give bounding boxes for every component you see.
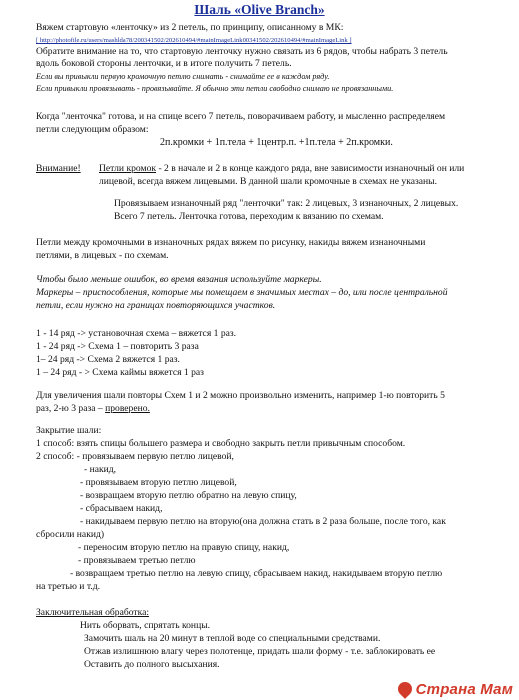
increase-line-2 [36, 403, 150, 415]
note-line-1: Обратите внимание на то, что стартовую ленточку нужно связать из 6 рядов, чтобы набрать 3 петель [36, 46, 448, 57]
attention-line-1 [99, 163, 464, 175]
final-line: Оставить до полного высыхания. [84, 659, 220, 670]
attention-label: Внимание! [36, 163, 81, 174]
edge-loops-heading: Петли кромок [99, 163, 157, 174]
small-note-2: Если привыкли провязывать - провязывайте. Я обычно эти петли свободно снимаю не провязанными. [36, 84, 394, 93]
increase-line-1: Для увеличения шали повторы Схем 1 и 2 можно произвольно изменить, например 1-ю повторить 5 [36, 390, 445, 401]
closing-wrap: сбросили накид) [36, 529, 105, 540]
ready-line-1: Когда "ленточка" готова, и на спице всего 7 петель, поворачиваем работу, и мысленно распределяем [36, 111, 446, 122]
loop-formula: 2п.кромки + 1п.тела + 1центр.п. +1п.тела + 2п.кромки. [160, 137, 393, 148]
closing-end: на третью и т.д. [36, 581, 100, 592]
closing-step: - провязываем вторую петлю лицевой, [80, 477, 237, 488]
note-line-2: вдоль боковой стороны ленточки, и в итоге получить 7 петель. [36, 58, 292, 69]
markers-line-1: Чтобы было меньше ошибок, во время вязания используйте маркеры. [36, 274, 322, 285]
final-heading: Заключительная обработка: [36, 607, 150, 618]
final-line: Отжав излишнюю влагу через полотенце, придать шали форму - т.е. заблокировать ее [84, 646, 436, 657]
final-line: Нить оборвать, спрятать концы. [80, 620, 211, 631]
closing-way-2: 2 способ: - провязываем первую петлю лицевой, [36, 451, 234, 462]
closing-step: - накид, [84, 464, 117, 475]
attention-line-1-text: - 2 в начале и 2 в конце каждого ряда, вне зависимости изнаночный он или [156, 163, 465, 174]
attention-line-4: Всего 7 петель. Ленточка готова, переходим к вязанию по схемам. [114, 211, 384, 222]
increase-line-2-text: раз, 2-ю 3 раза – [36, 403, 106, 414]
closing-step: - провязываем третью петлю [78, 555, 196, 566]
markers-line-3: петли, если нужно на границах повторяющихся участков. [36, 300, 276, 311]
closing-step: - сбрасываем накид, [80, 503, 163, 514]
intro-text: Вяжем стартовую «ленточку» из 2 петель, по принципу, описанному в МК: [36, 22, 344, 33]
closing-way-1: 1 способ: взять спицы большего размера и свободно закрыть петли привычным способом. [36, 438, 406, 449]
attention-line-2: лицевой, всегда вяжем лицевыми. В данной шали кромочные в схемах не указаны. [99, 176, 438, 187]
closing-step: - возвращаем вторую петлю обратно на левую спицу, [80, 490, 297, 501]
checked-note: проверено. [105, 403, 150, 414]
row-line-2: 1 - 24 ряд -> Схема 1 – повторить 3 раза [36, 341, 199, 352]
closing-step: - возвращаем третью петлю на левую спицу, сбрасываем накид, накидываем вторую петлю [70, 568, 443, 579]
watermark-logo: Страна Мам [398, 682, 513, 696]
row-line-1: 1 - 14 ряд -> установочная схема – вяжется 1 раз. [36, 328, 237, 339]
row-line-3: 1– 24 ряд -> Схема 2 вяжется 1 раз. [36, 354, 180, 365]
between-line-1: Петли между кромочными в изнаночных рядах вяжем по рисунку, накиды вяжем изнаночными [36, 237, 426, 248]
closing-step: - переносим вторую петлю на правую спицу, накид, [78, 542, 290, 553]
page-title: Шаль «Olive Branch» [194, 2, 325, 17]
final-line: Замочить шаль на 20 минут в теплой воде со специальными средствами. [84, 633, 381, 644]
closing-heading: Закрытие шали: [36, 425, 102, 436]
mk-link[interactable]: [ http://photofile.ru/users/mashlda78/200341502/202610494/#mainImageLink00341502/202610494/#mainImageLink ] [36, 37, 352, 44]
attention-line-3: Провязываем изнаночный ряд "ленточки" так: 2 лицевых, 3 изнаночных, 2 лицевых. [114, 198, 459, 209]
ready-line-2: петли следующим образом: [36, 124, 149, 135]
row-line-4: 1 – 24 ряд - > Схема каймы вяжется 1 раз [36, 367, 204, 378]
markers-line-2: Маркеры – приспособления, которые мы помещаем в значимых местах – до, или после центральной [36, 287, 448, 298]
between-line-2: петлями, в лицевых - по схемам. [36, 250, 169, 261]
small-note-1: Если вы привыкли первую кромочную петлю снимать - снимайте ее в каждом ряду. [36, 72, 330, 81]
closing-step: - накидываем первую петлю на вторую(она должна стать в 2 раза больше, после того, как [80, 516, 446, 527]
